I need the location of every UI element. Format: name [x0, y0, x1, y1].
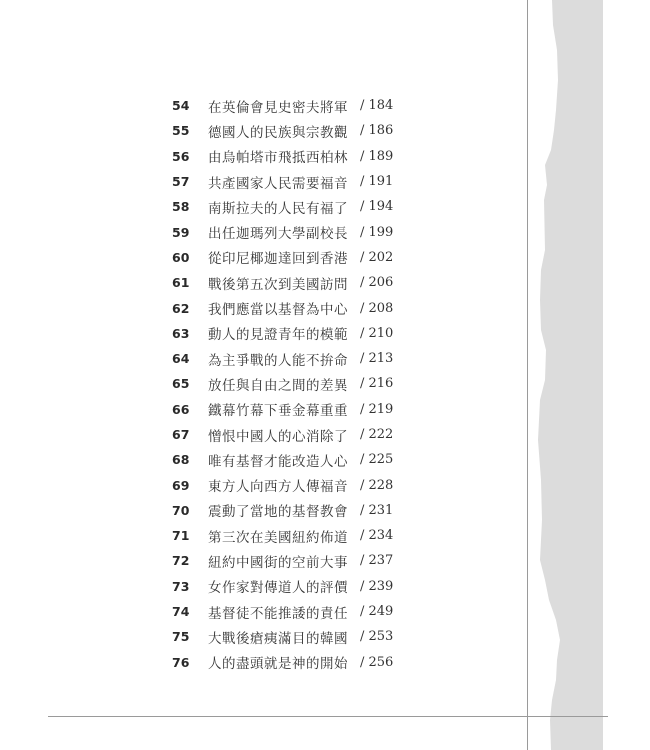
chapter-number: 68 — [172, 452, 190, 468]
chapter-number: 74 — [172, 604, 190, 620]
chapter-title: 南斯拉夫的人民有福了 — [208, 200, 348, 217]
chapter-title: 唯有基督才能改造人心 — [208, 453, 348, 470]
chapter-number: 73 — [172, 578, 190, 594]
table-of-contents — [160, 93, 400, 675]
chapter-title: 共產國家人民需要福音 — [208, 175, 348, 192]
page-number: / 210 — [360, 325, 394, 341]
toc-entry — [160, 371, 400, 396]
chapter-number: 69 — [172, 477, 190, 493]
toc-entry — [160, 219, 400, 244]
chapter-number: 61 — [172, 275, 190, 291]
page-number: / 219 — [360, 401, 394, 417]
chapter-title: 動人的見證青年的模範 — [208, 327, 348, 344]
toc-entry — [160, 245, 400, 270]
page-number: / 225 — [360, 452, 394, 468]
page-number: / 206 — [360, 275, 394, 291]
page-number: / 253 — [360, 629, 394, 645]
page-number: / 237 — [360, 553, 394, 569]
chapter-number: 55 — [172, 123, 190, 139]
toc-entry — [160, 169, 400, 194]
chapter-title: 女作家對傳道人的評價 — [208, 580, 348, 597]
toc-entry — [160, 295, 400, 320]
chapter-number: 66 — [172, 401, 190, 417]
page-number: / 186 — [360, 123, 394, 139]
page-number: / 216 — [360, 376, 394, 392]
chapter-number: 64 — [172, 351, 190, 367]
chapter-title: 德國人的民族與宗教觀 — [208, 124, 348, 141]
toc-entry — [160, 523, 400, 548]
toc-entry — [160, 548, 400, 573]
chapter-number: 71 — [172, 528, 190, 544]
page-number: / 184 — [360, 98, 394, 114]
chapter-number: 76 — [172, 654, 190, 670]
chapter-title: 由烏帕塔市飛抵西柏林 — [208, 150, 348, 167]
chapter-title: 基督徒不能推諉的責任 — [208, 605, 348, 622]
chapter-number: 70 — [172, 502, 190, 518]
chapter-number: 54 — [172, 98, 190, 114]
chapter-title: 東方人向西方人傳福音 — [208, 479, 348, 496]
chapter-title: 大戰後瘡痍滿目的韓國 — [208, 630, 348, 647]
page-number: / 231 — [360, 502, 394, 518]
chapter-title: 震動了當地的基督教會 — [208, 504, 348, 521]
chapter-number: 57 — [172, 174, 190, 190]
toc-entry — [160, 498, 400, 523]
page-number: / 213 — [360, 351, 394, 367]
chapter-title: 第三次在美國紐約佈道 — [208, 529, 348, 546]
toc-entry — [160, 118, 400, 143]
page-number: / 208 — [360, 300, 394, 316]
vertical-rule — [527, 0, 528, 750]
chapter-title: 戰後第五次到美國訪問 — [208, 276, 348, 293]
toc-entry — [160, 346, 400, 371]
toc-entry — [160, 397, 400, 422]
page-number: / 249 — [360, 604, 394, 620]
page-number: / 239 — [360, 578, 394, 594]
page-number: / 191 — [360, 174, 394, 190]
page-number: / 194 — [360, 199, 394, 215]
toc-entry — [160, 270, 400, 295]
toc-entry — [160, 472, 400, 497]
chapter-number: 59 — [172, 224, 190, 240]
page-number: / 199 — [360, 224, 394, 240]
toc-entry — [160, 422, 400, 447]
chapter-number: 72 — [172, 553, 190, 569]
page-number: / 228 — [360, 477, 394, 493]
chapter-number: 67 — [172, 427, 190, 442]
toc-entry — [160, 650, 400, 675]
page-number: / 234 — [360, 528, 394, 544]
chapter-title: 紐約中國街的空前大事 — [208, 554, 348, 571]
chapter-title: 在英倫會見史密夫將軍 — [208, 99, 348, 116]
chapter-number: 63 — [172, 325, 190, 341]
page-number: / 222 — [360, 427, 394, 442]
chapter-title: 為主爭戰的人能不拚命 — [208, 352, 348, 369]
chapter-number: 62 — [172, 300, 190, 316]
toc-entry — [160, 624, 400, 649]
chapter-title: 放任與自由之間的差異 — [208, 377, 348, 394]
toc-entry — [160, 574, 400, 599]
chapter-title: 出任迦瑪列大學副校長 — [208, 226, 348, 243]
chapter-title: 從印尼椰迦達回到香港 — [208, 251, 348, 268]
toc-entry — [160, 447, 400, 472]
chapter-number: 60 — [172, 249, 190, 265]
chapter-title: 鐵幕竹幕下垂金幕重重 — [208, 403, 348, 420]
chapter-number: 58 — [172, 199, 190, 215]
chapter-title: 人的盡頭就是神的開始 — [208, 656, 348, 673]
toc-entry — [160, 93, 400, 118]
toc-entry — [160, 144, 400, 169]
toc-entry — [160, 321, 400, 346]
page-number: / 189 — [360, 148, 394, 164]
chapter-number: 56 — [172, 148, 190, 164]
bottom-rule — [48, 716, 608, 717]
toc-entry — [160, 599, 400, 624]
toc-entry — [160, 194, 400, 219]
chapter-number: 75 — [172, 629, 190, 645]
page-number: / 256 — [360, 654, 394, 670]
chapter-number: 65 — [172, 376, 190, 392]
chapter-title: 我們應當以基督為中心 — [208, 302, 348, 319]
chapter-title: 憎恨中國人的心消除了 — [208, 428, 348, 445]
page-number: / 202 — [360, 249, 394, 265]
